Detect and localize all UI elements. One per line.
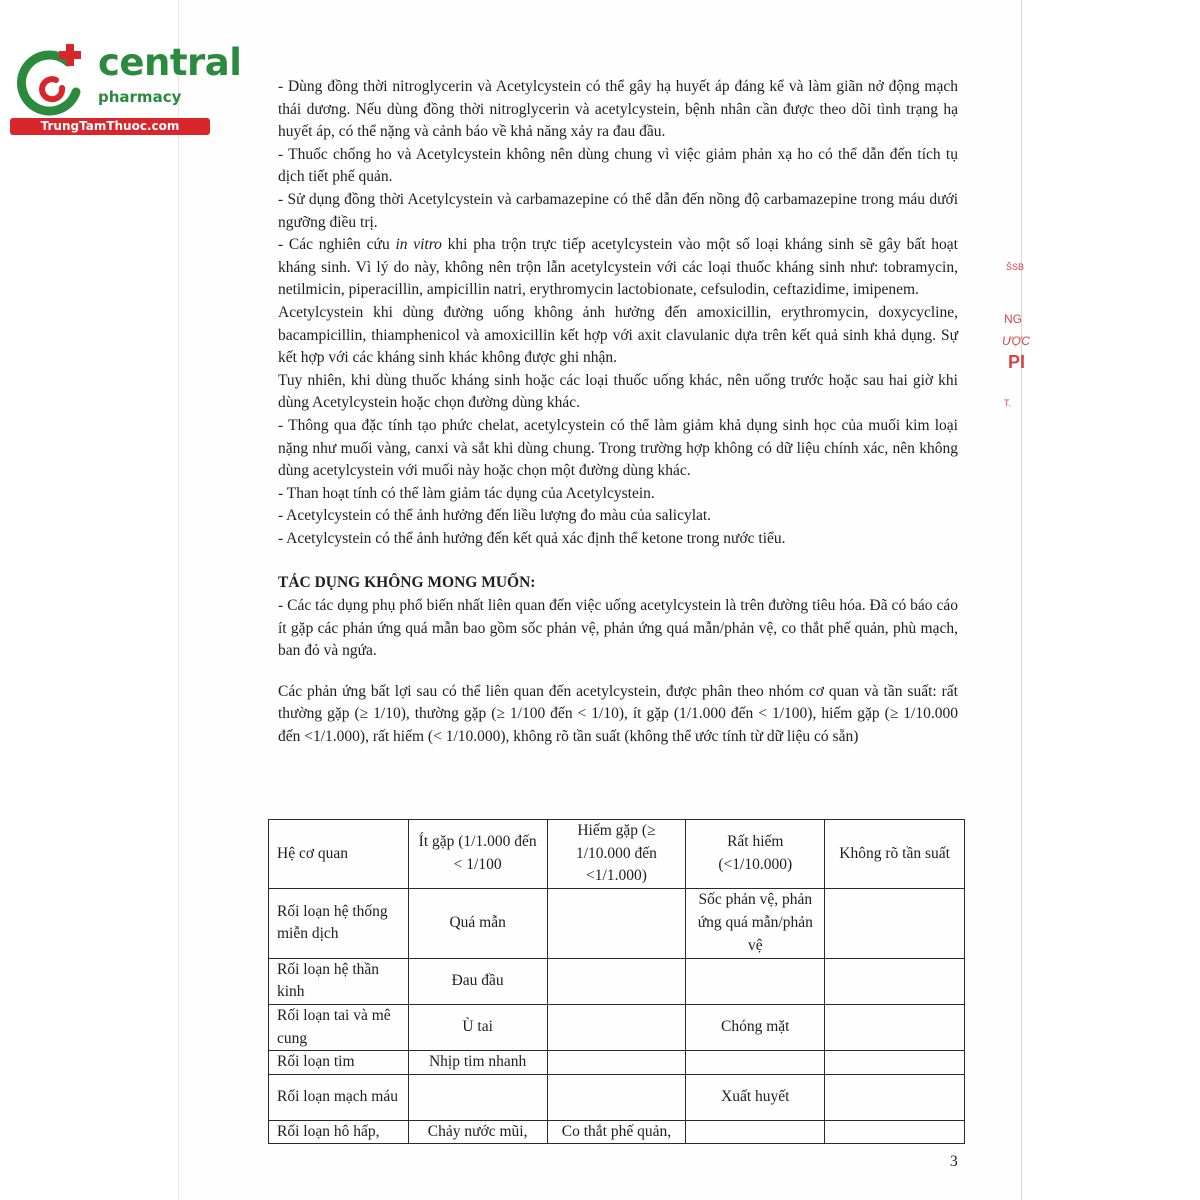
table-cell bbox=[686, 1120, 825, 1144]
table-cell bbox=[686, 958, 825, 1004]
brand-logo bbox=[10, 40, 242, 136]
table-cell: Đau đầu bbox=[408, 958, 547, 1004]
paragraph: - Than hoạt tính có thể làm giảm tác dụng của Acetylcystein. bbox=[278, 484, 655, 502]
table-header-cell: Hệ cơ quan bbox=[269, 820, 409, 889]
table-cell bbox=[825, 1051, 965, 1075]
table-cell bbox=[825, 888, 965, 958]
table-cell: Rối loạn mạch máu bbox=[269, 1074, 409, 1120]
table-cell: Quá mẫn bbox=[408, 888, 547, 958]
document-body bbox=[278, 76, 958, 749]
table-cell bbox=[825, 1004, 965, 1050]
table-cell: Rối loạn hệ thần kinh bbox=[269, 958, 409, 1004]
page-number: 3 bbox=[950, 1153, 958, 1170]
table-row bbox=[269, 1051, 965, 1075]
paragraph: - Các tác dụng phụ phổ biến nhất liên quan đến việc uống acetylcystein là trên đường tiêu hóa. Đã có báo cáo ít gặp các phản ứng quá mẫn bao gồm sốc phản vệ, phản ứng quá mẫn/phản vệ, co thắt phế quản, phù mạch, ban đỏ và ngứa. bbox=[278, 597, 958, 660]
table-cell bbox=[547, 888, 686, 958]
table-cell bbox=[547, 958, 686, 1004]
stamp-line: NG bbox=[1004, 312, 1022, 326]
table-header-cell: Không rõ tần suất bbox=[825, 820, 965, 889]
brand-name: central bbox=[98, 41, 242, 84]
table-cell: Nhịp tim nhanh bbox=[408, 1051, 547, 1075]
paragraph: - Sử dụng đồng thời Acetylcystein và carbamazepine có thể dẫn đến nồng độ carbamazepine trong máu dưới ngưỡng điều trị. bbox=[278, 190, 958, 231]
table-row bbox=[269, 1074, 965, 1120]
table-cell: Ù tai bbox=[408, 1004, 547, 1050]
table-cell bbox=[825, 1074, 965, 1120]
central-pharmacy-logo-icon bbox=[10, 40, 90, 120]
paragraph: Tuy nhiên, khi dùng thuốc kháng sinh hoặc các loại thuốc uống khác, nên uống trước hoặc sau hai giờ khi dùng Acetylcystein hoặc chọn đường dùng khác. bbox=[278, 371, 958, 412]
stamp-line: ŠSB bbox=[1006, 262, 1025, 272]
table-cell: Rối loạn tim bbox=[269, 1051, 409, 1075]
table-cell bbox=[408, 1074, 547, 1120]
table-header-row bbox=[269, 820, 965, 889]
paragraph: - Acetylcystein có thể ảnh hưởng đến liều lượng đo màu của salicylat. bbox=[278, 507, 712, 525]
paragraph: - Thuốc chống ho và Acetylcystein không nên dùng chung vì việc giảm phản xạ ho có thể dẫn đến tích tụ dịch tiết phế quản. bbox=[278, 145, 958, 186]
table-row bbox=[269, 888, 965, 958]
table-header-cell: Rất hiếm (<1/10.000) bbox=[686, 820, 825, 889]
stamp-line: PI bbox=[1008, 352, 1026, 372]
stamp-line: ƯỢC bbox=[1002, 334, 1030, 348]
brand-url[interactable]: TrungTamThuoc.com bbox=[10, 118, 210, 135]
stamp-fragment bbox=[992, 262, 1030, 442]
paragraph-invitro: - Các nghiên cứu in vitro khi pha trộn trực tiếp acetylcystein vào một số loại kháng sinh sẽ gây bất hoạt kháng sinh. Vì lý do này, không nên trộn lẫn acetylcystein với các loại thuốc kháng sinh như: tobramycin, netilmicin, piperacillin, ampicillin natri, erythromycin lactobionate, cefsulodin, ceftazidime, imipenem. bbox=[278, 236, 958, 299]
table-row bbox=[269, 1120, 965, 1144]
paragraph: Các phản ứng bất lợi sau có thể liên quan đến acetylcystein, được phân theo nhóm cơ quan và tần suất: rất thường gặp (≥ 1/10), thường gặp (≥ 1/100 đến < 1/10), ít gặp (1/1.000 đến < 1/100), hiếm gặp (≥ 1/10.000 đến <1/1.000), rất hiếm (< 1/10.000), không rõ tần suất (không thể ước tính từ dữ liệu có sẵn) bbox=[278, 682, 958, 746]
adverse-reactions-table bbox=[268, 819, 965, 1144]
table-header-cell: Hiếm gặp (≥ 1/10.000 đến <1/1.000) bbox=[547, 820, 686, 889]
paragraph: - Thông qua đặc tính tạo phức chelat, acetylcystein có thể làm giảm khả dụng sinh học của muối kim loại nặng như muối vàng, canxi và sắt khi dùng chung. Trong trường hợp không có dữ liệu chính xác, nên không dùng acetylcystein với muối này hoặc chọn một đường dùng khác. bbox=[278, 416, 958, 480]
table-cell bbox=[825, 1120, 965, 1144]
table-cell: Rối loạn hệ thống miễn dịch bbox=[269, 888, 409, 958]
table-header-cell: Ít gặp (1/1.000 đến < 1/100 bbox=[408, 820, 547, 889]
paragraph: - Acetylcystein có thể ảnh hưởng đến kết quả xác định thể ketone trong nước tiểu. bbox=[278, 529, 786, 547]
paragraph: - Dùng đồng thời nitroglycerin và Acetylcystein có thể gây hạ huyết áp đáng kể và làm giãn nở động mạch thái dương. Nếu dùng đồng thời nitroglycerin và acetylcystein, bệnh nhân cần được theo dõi tình trạng hạ huyết áp, có thể nặng và cảnh báo về khả năng xảy ra đau đầu. bbox=[278, 78, 958, 141]
table-cell: Chóng mặt bbox=[686, 1004, 825, 1050]
paragraph: Acetylcystein khi dùng đường uống không ảnh hưởng đến amoxicillin, erythromycin, doxycycline, bacampicillin, thiamphenicol và amoxicillin kết hợp với axit clavulanic dựa trên kết quả sinh khả dụng. Sự kết hợp với các kháng sinh khác không được ghi nhận. bbox=[278, 303, 958, 367]
table-cell bbox=[686, 1051, 825, 1075]
table-row bbox=[269, 1004, 965, 1050]
italic-term: in vitro bbox=[395, 236, 442, 254]
table-cell bbox=[547, 1051, 686, 1075]
brand-sub: pharmacy bbox=[98, 88, 182, 106]
table-cell: Rối loạn tai và mê cung bbox=[269, 1004, 409, 1050]
table-cell: Co thắt phế quản, bbox=[547, 1120, 686, 1144]
table-cell bbox=[547, 1074, 686, 1120]
section-heading: TÁC DỤNG KHÔNG MONG MUỐN: bbox=[278, 574, 536, 592]
table-cell: Chảy nước mũi, bbox=[408, 1120, 547, 1144]
table-cell: Sốc phản vệ, phản ứng quá mẫn/phản vệ bbox=[686, 888, 825, 958]
table-cell: Rối loạn hô hấp, bbox=[269, 1120, 409, 1144]
table-row bbox=[269, 958, 965, 1004]
table-cell bbox=[547, 1004, 686, 1050]
table-cell bbox=[825, 958, 965, 1004]
stamp-line: T. bbox=[1004, 398, 1012, 408]
table-cell: Xuất huyết bbox=[686, 1074, 825, 1120]
